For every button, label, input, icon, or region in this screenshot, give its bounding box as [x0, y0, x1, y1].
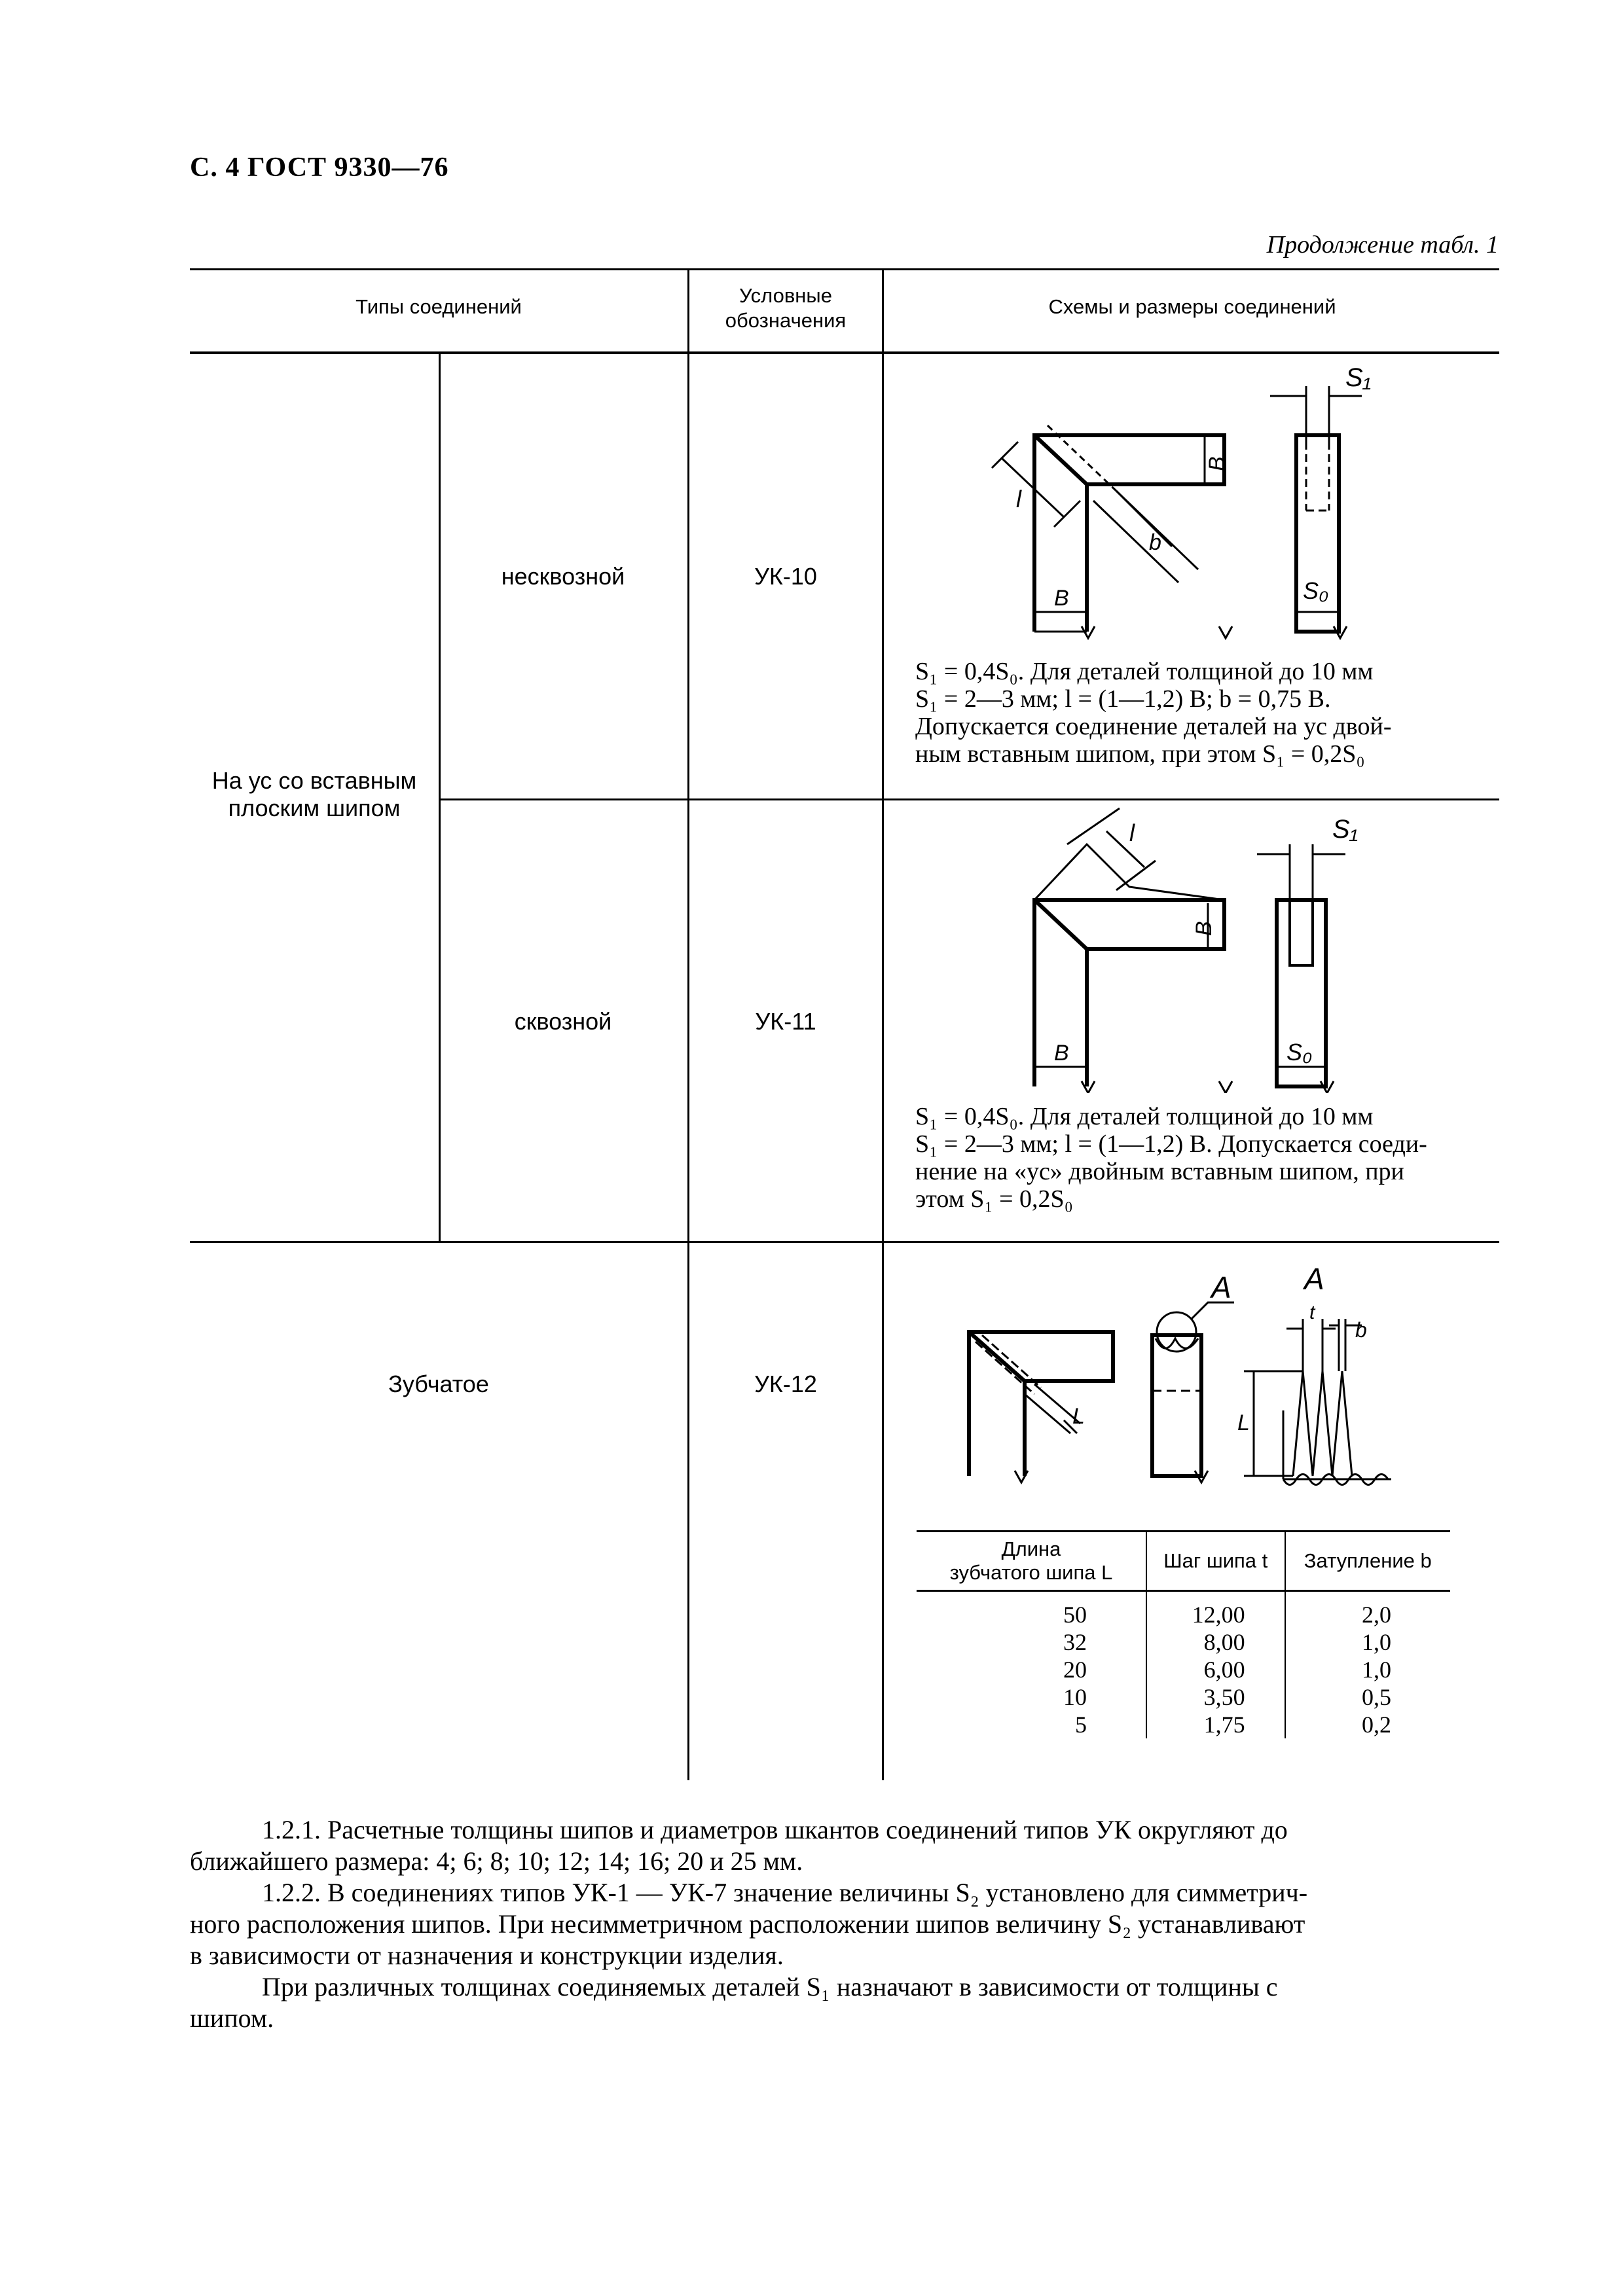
subtype-blind: несквозной: [501, 563, 625, 590]
label-uk12-b: b: [1355, 1318, 1367, 1342]
group-label: [193, 767, 435, 822]
finger-joint-dimensions-table: [917, 1530, 1450, 1738]
subtable-bluntness-cell: 0,2: [1285, 1711, 1450, 1738]
note-uk10-line3: Допускается соединение деталей на ус двой-: [915, 713, 1392, 740]
subtable-pitch-cell: 8,00: [1146, 1628, 1285, 1656]
note-uk11-line2: S₁ = 2—3 мм; l = (1—1,2) B. Допускается соеди-: [915, 1130, 1427, 1158]
column-header-designations: [691, 283, 881, 333]
note-uk10: [915, 658, 1498, 768]
subtable-length-cell: 20: [1063, 1657, 1087, 1683]
subtable-bluntness-cell: 2,0: [1285, 1591, 1450, 1629]
subtable-pitch-cell: 3,50: [1146, 1683, 1285, 1711]
table-top-rule: [190, 268, 1499, 270]
label-uk12-a1: A: [1211, 1270, 1231, 1304]
row-divider-uk10: [439, 798, 1499, 800]
diagram-uk12: [962, 1253, 1414, 1502]
subtype-through: сквозной: [514, 1008, 612, 1035]
type-finger-joint: Зубчатое: [388, 1371, 489, 1397]
subtable-pitch-cell: 12,00: [1146, 1591, 1285, 1629]
label-uk11-b-upper: B: [1192, 921, 1216, 936]
subtable-length-cell: 10: [1063, 1684, 1087, 1710]
subtable-pitch-cell: 6,00: [1146, 1656, 1285, 1683]
group-label-line2: плоским шипом: [228, 795, 401, 821]
label-uk10-b-small: b: [1149, 530, 1161, 555]
paragraph-1-2-2: [190, 1877, 1499, 1971]
paragraph-1-2-1-line2: ближайшего размера: 4; 6; 8; 10; 12; 14; 16; 20 и 25 мм.: [190, 1846, 803, 1876]
page-header: С. 4 ГОСТ 9330—76: [190, 152, 449, 183]
table-row: [917, 1591, 1450, 1629]
label-uk11-l: l: [1129, 819, 1135, 846]
paragraph-1-2-2-line1: 1.2.2. В соединениях типов УК-1 — УК-7 значение величины S₂ установлено для симметрич-: [262, 1878, 1308, 1907]
diagram-uk10: [982, 360, 1440, 641]
diagram-uk11: [982, 805, 1440, 1093]
note-uk11-line4: этом S₁ = 0,2S₀: [915, 1185, 1073, 1213]
group-label-line1: На ус со вставным: [211, 767, 417, 794]
table-header-rule: [190, 351, 1499, 354]
subtable-header-length-line1: Длина: [1001, 1537, 1061, 1560]
subtable-header-length: [917, 1532, 1146, 1591]
paragraph-1-2-3: [190, 1971, 1499, 2034]
note-uk10-line2: S₁ = 2—3 мм; l = (1—1,2) B; b = 0,75 B.: [915, 685, 1331, 713]
subtable-bluntness-cell: 1,0: [1285, 1628, 1450, 1656]
code-uk12: УК-12: [754, 1371, 817, 1397]
paragraph-1-2-2-line2: ного расположения шипов. При несимметричном расположении шипов величину S₂ устанавливают: [190, 1909, 1305, 1939]
col-divider-2: [882, 268, 884, 1780]
subtable-length-cell: 5: [1075, 1712, 1087, 1738]
subtable-length-cell: 50: [1063, 1602, 1087, 1628]
subtable-bluntness-cell: 1,0: [1285, 1656, 1450, 1683]
column-header-schemes: Схемы и размеры соединений: [1048, 295, 1336, 318]
subtable-header-bluntness: Затупление b: [1285, 1532, 1450, 1591]
label-uk12-l-side: L: [1072, 1404, 1085, 1429]
note-uk11-line1: S₁ = 0,4S₀. Для деталей толщиной до 10 мм: [915, 1103, 1374, 1130]
label-uk12-t: t: [1309, 1302, 1315, 1323]
paragraph-1-2-1: [190, 1814, 1499, 1877]
table-row: [917, 1683, 1450, 1711]
col-divider-1: [687, 268, 689, 1780]
code-uk10: УК-10: [754, 563, 817, 590]
subtable-header-row: [917, 1532, 1450, 1591]
table-row: [917, 1628, 1450, 1656]
row-divider-uk11: [190, 1241, 1499, 1243]
label-uk10-s1: S₁: [1345, 363, 1372, 392]
subtable-length-cell: 32: [1063, 1629, 1087, 1655]
paragraph-1-2-2-line3: в зависимости от назначения и конструкции изделия.: [190, 1941, 784, 1970]
subtable-pitch-cell: 1,75: [1146, 1711, 1285, 1738]
table-row: [917, 1656, 1450, 1683]
note-uk11: [915, 1103, 1498, 1213]
subtype-divider: [439, 351, 441, 1241]
label-uk11-s0: S₀: [1286, 1039, 1313, 1066]
note-uk10-line4: ным вставным шипом, при этом S₁ = 0,2S₀: [915, 740, 1365, 768]
label-uk11-b-lower: B: [1054, 1041, 1069, 1066]
paragraph-1-2-1-line1: 1.2.1. Расчетные толщины шипов и диаметров шкантов соединений типов УК округляют до: [262, 1815, 1288, 1844]
subtable-header-length-line2: зубчатого шипа L: [949, 1561, 1113, 1584]
subtable-bluntness-cell: 0,5: [1285, 1683, 1450, 1711]
label-uk10-b-lower: B: [1054, 586, 1069, 611]
table-continuation-caption: Продолжение табл. 1: [1266, 231, 1499, 259]
note-uk10-line1: S₁ = 0,4S₀. Для деталей толщиной до 10 мм: [915, 658, 1374, 685]
table-row: [917, 1711, 1450, 1738]
label-uk10-s0: S₀: [1303, 577, 1329, 604]
code-uk11: УК-11: [755, 1008, 816, 1035]
label-uk11-s1: S₁: [1332, 815, 1359, 844]
column-header-designations-line1: Условные: [739, 284, 832, 307]
column-header-designations-line2: обозначения: [725, 309, 847, 332]
label-uk10-b-upper: B: [1205, 456, 1230, 471]
paragraph-1-2-3-line2: шипом.: [190, 2003, 274, 2033]
subtable-header-pitch: Шаг шипа t: [1146, 1532, 1285, 1591]
column-header-types: Типы соединений: [356, 295, 522, 318]
label-uk12-a2: A: [1304, 1262, 1324, 1296]
label-uk10-l: l: [1016, 486, 1021, 512]
paragraph-1-2-3-line1: При различных толщинах соединяемых деталей S₁ назначают в зависимости от толщины с: [262, 1972, 1278, 2001]
note-uk11-line3: нение на «ус» двойным вставным шипом, при: [915, 1158, 1404, 1185]
label-uk12-l-tall: L: [1237, 1410, 1250, 1435]
